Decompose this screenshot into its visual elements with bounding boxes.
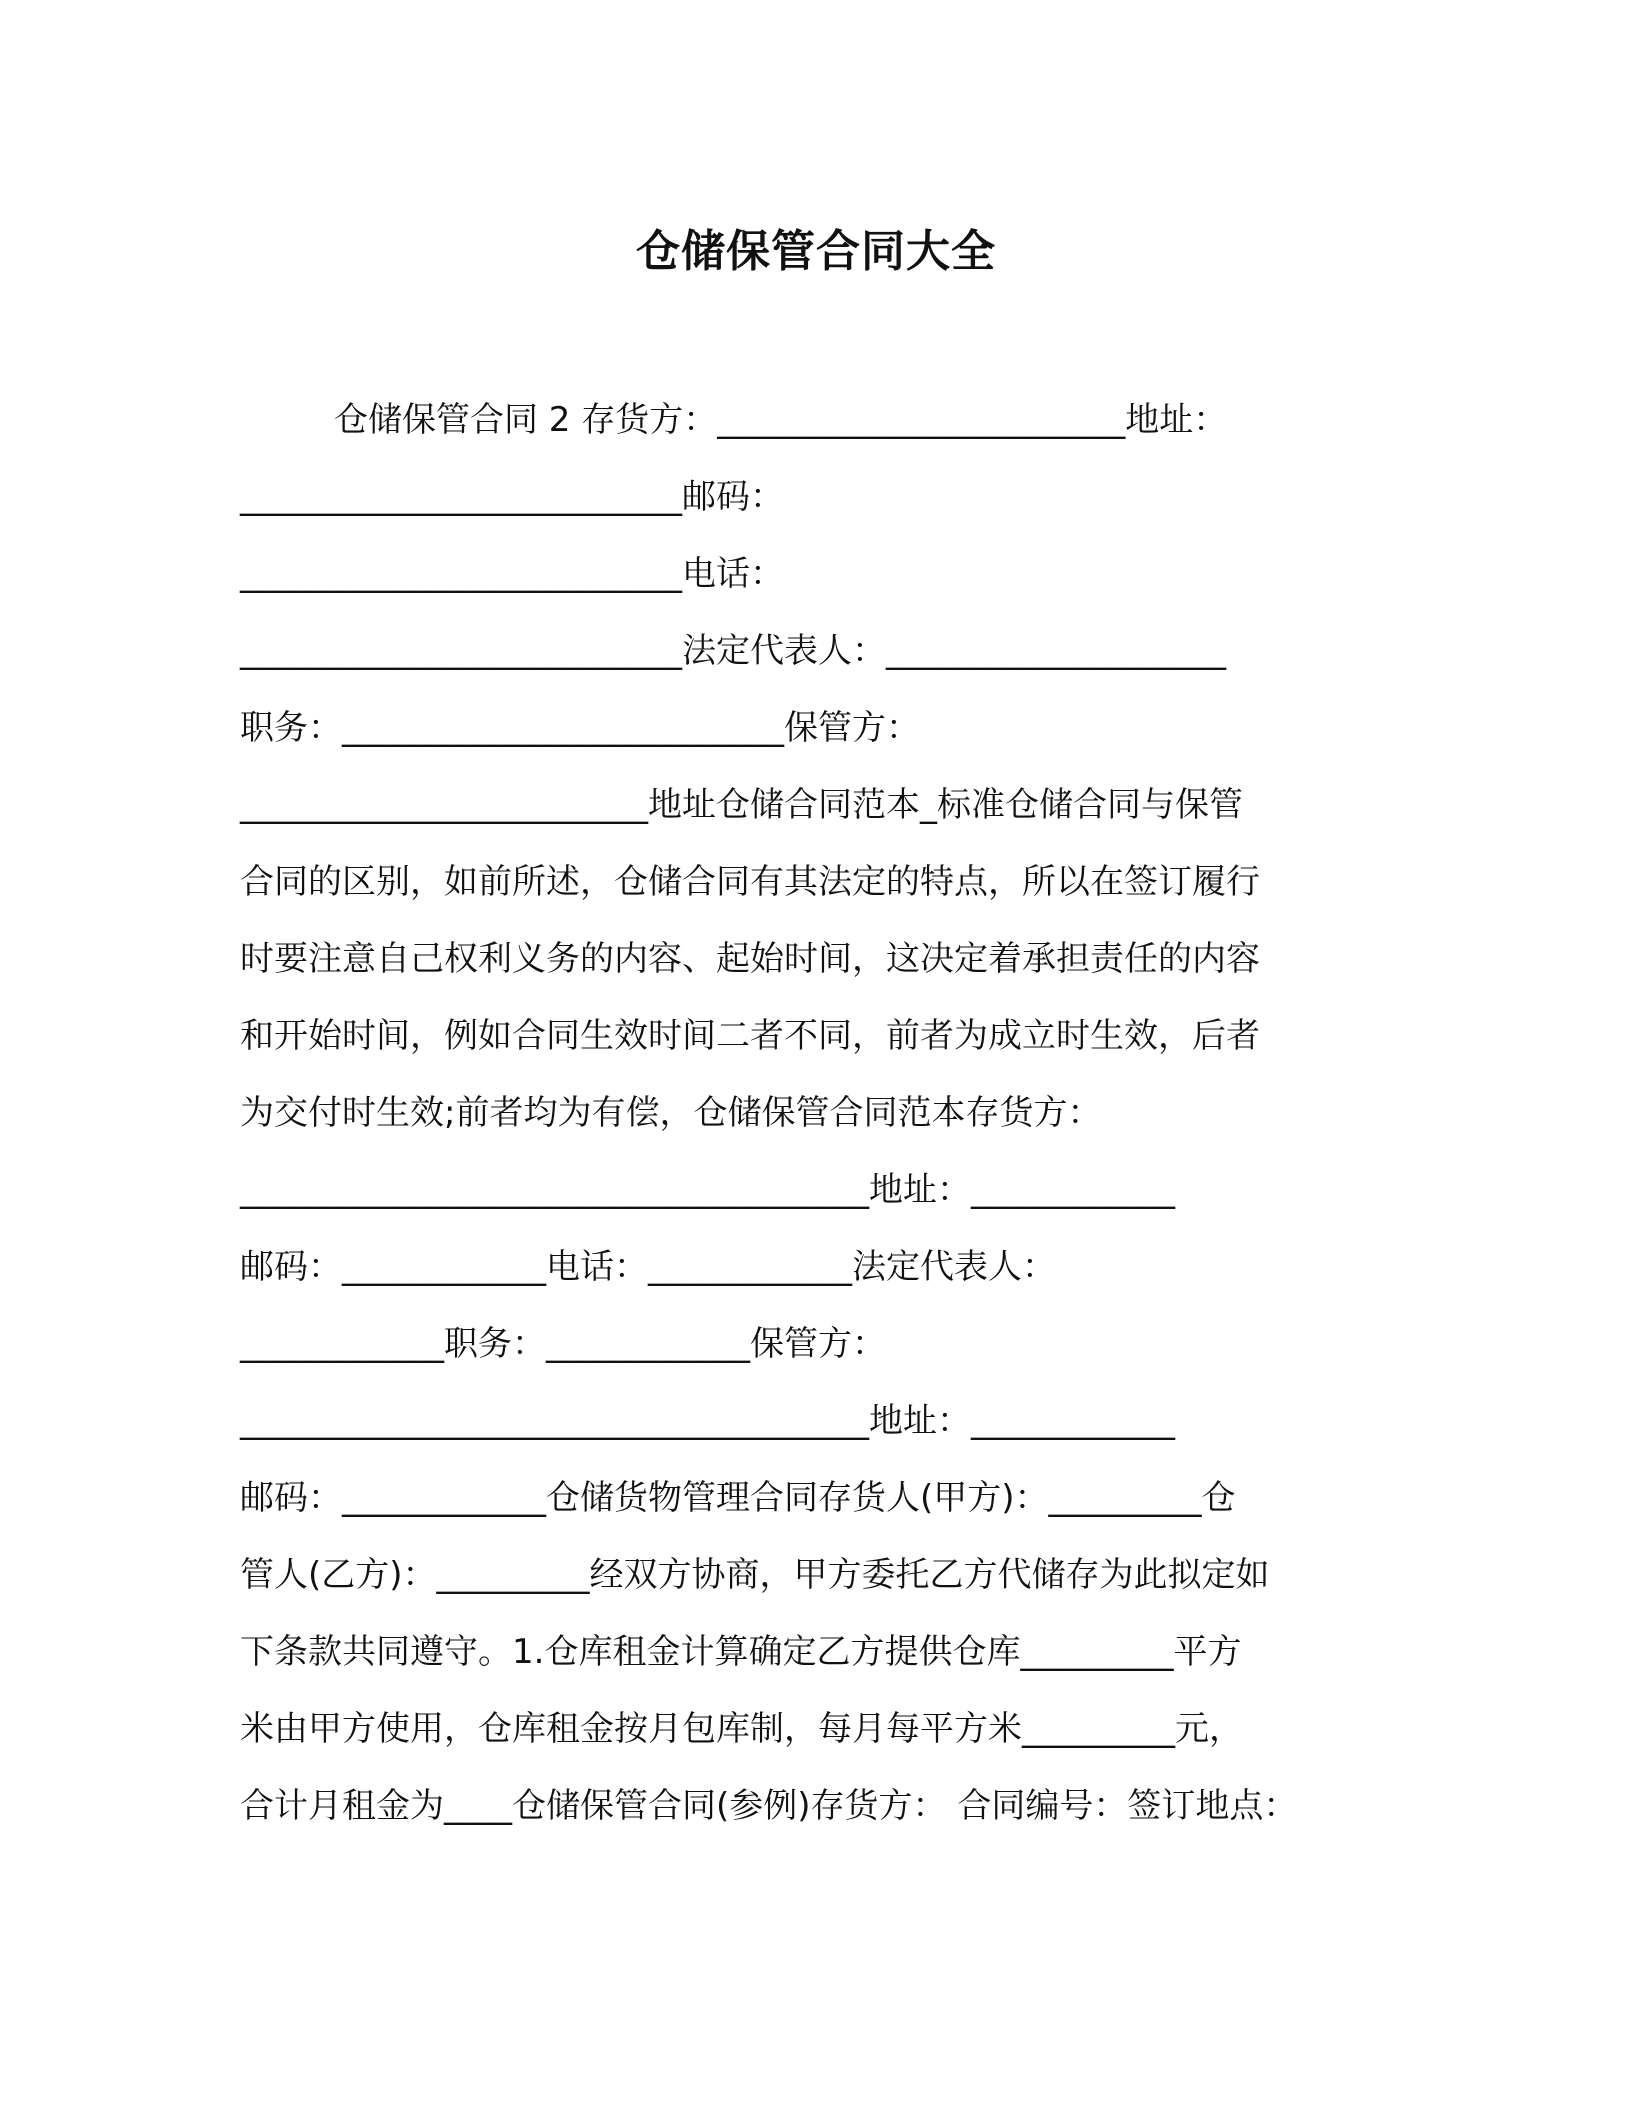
- body-line-2: __________________________邮码：: [240, 477, 784, 517]
- body-line-8: 时要注意自己权利义务的内容、起始时间，这决定着承担责任的内容: [240, 939, 1260, 979]
- body-line-15: 邮码：____________仓储货物管理合同存货人(甲方)：_________仓: [240, 1478, 1236, 1518]
- body-line-7: 合同的区别，如前所述，仓储合同有其法定的特点，所以在签订履行: [240, 862, 1260, 902]
- body-line-9: 和开始时间，例如合同生效时间二者不同，前者为成立时生效，后者: [240, 1016, 1260, 1056]
- body-line-10: 为交付时生效;前者均为有偿，仓储保管合同范本存货方：: [240, 1093, 1102, 1133]
- body-line-3: __________________________电话：: [240, 554, 784, 594]
- body-line-1: 仓储保管合同 2 存货方：________________________地址：: [334, 400, 1228, 440]
- body-line-11: _____________________________________地址：____________: [240, 1170, 1175, 1210]
- body-line-4: __________________________法定代表人：____________________: [240, 631, 1226, 671]
- body-line-6: ________________________地址仓储合同范本_标准仓储合同与保管: [240, 785, 1243, 825]
- body-line-17: 下条款共同遵守。1.仓库租金计算确定乙方提供仓库_________平方: [240, 1632, 1242, 1672]
- body-line-13: ____________职务：____________保管方：: [240, 1324, 886, 1364]
- body-line-5: 职务：__________________________保管方：: [240, 708, 920, 748]
- body-line-19: 合计月租金为____仓储保管合同(参例)存货方： 合同编号：签订地点：: [240, 1786, 1298, 1826]
- body-line-14: _____________________________________地址：____________: [240, 1401, 1175, 1441]
- body-line-16: 管人(乙方)：_________经双方协商，甲方委托乙方代储存为此拟定如: [240, 1555, 1270, 1595]
- body-line-18: 米由甲方使用，仓库租金按月包库制，每月每平方米_________元，: [240, 1709, 1243, 1749]
- body-line-12: 邮码：____________电话：____________法定代表人：: [240, 1247, 1056, 1287]
- document-title: 仓储保管合同大全: [636, 226, 996, 277]
